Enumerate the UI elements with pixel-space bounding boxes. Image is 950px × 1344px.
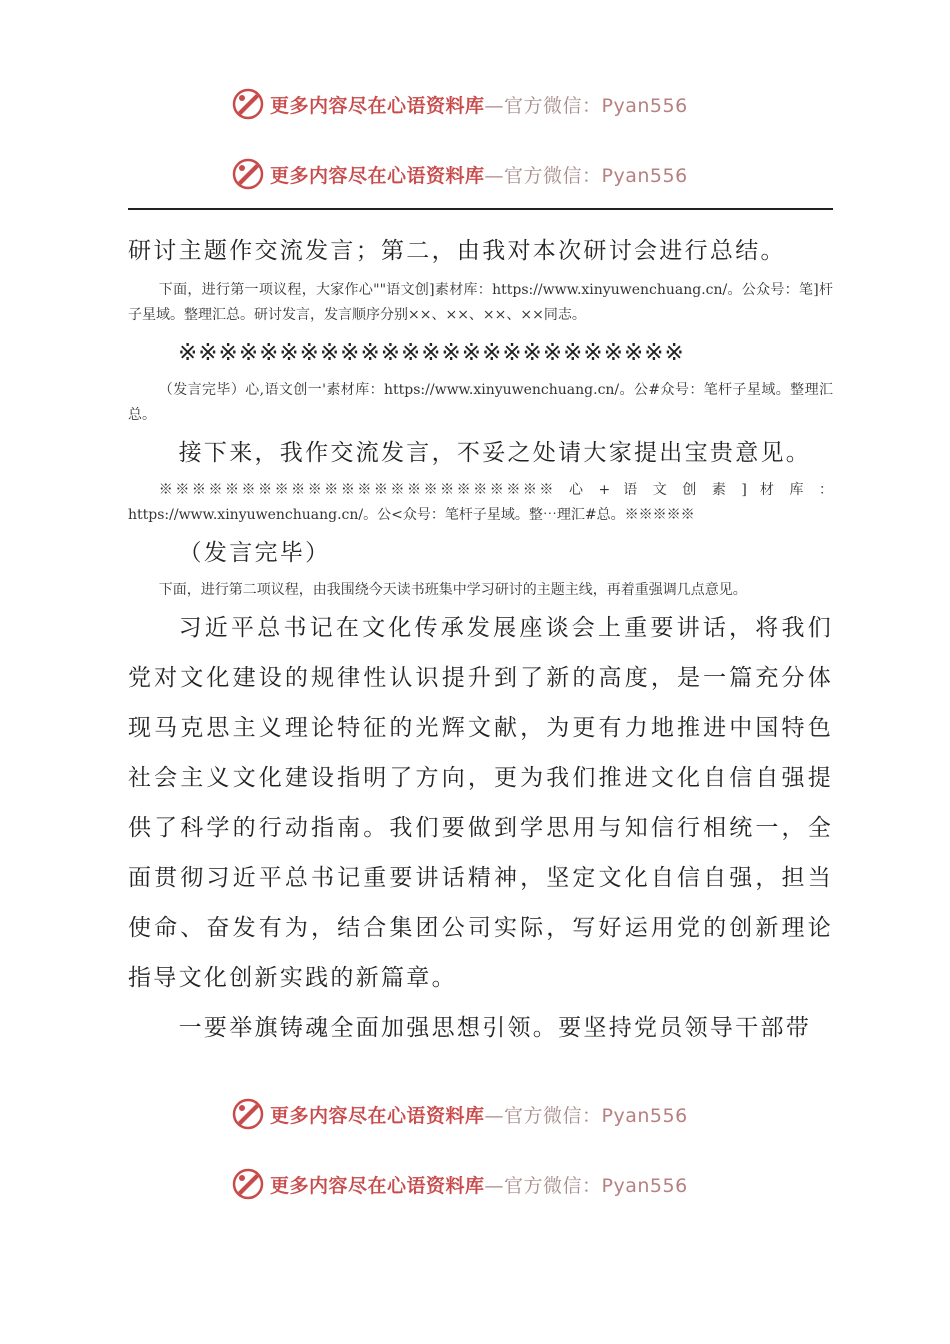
banner-text — [270, 91, 688, 118]
banner-wechat-id: Pyan556 — [601, 1174, 688, 1197]
small-note: （发言完毕）心,语文创一'素材库：https://www.xinyuwenchuang.cn/。公#众号：笔杆子星域。整理汇总。 — [128, 382, 833, 423]
document-body — [128, 226, 833, 1053]
logo-icon — [230, 1096, 266, 1132]
small-note: 下面，进行第一项议程，大家作心""语文创]素材库：https://www.xinyuwenchuang.cn/。公众号：笔]杆子星域。整理汇总。研讨发言，发言顺序分别××、××、××、××同志。 — [128, 282, 833, 323]
banner-text — [270, 1171, 688, 1198]
banner-text — [270, 161, 688, 188]
body-paragraph: 习近平总书记在文化传承发展座谈会上重要讲话，将我们党对文化建设的规律性认识提升到了新的高度，是一篇充分体现马克思主义理论特征的光辉文献，为更有力地推进中国特色社会主义文化建设指明了方向，更为我们推进文化自信自强提供了科学的行动指南。我们要做到学思用与知信行相统一，全面贯彻习近平总书记重要讲话精神，坚定文化自信自强，担当使命、奋发有为，结合集团公司实际，写好运用党的创新理论指导文化创新实践的新篇章。 — [128, 615, 833, 991]
banner-text — [270, 1101, 688, 1128]
small-note: 下面，进行第二项议程，由我围绕今天读书班集中学习研讨的主题主线，再着重强调几点意见。 — [158, 582, 747, 598]
body-line: （发言完毕） — [178, 540, 331, 566]
banner-wechat-label: —官方微信： — [484, 164, 602, 187]
banner-wechat-label: —官方微信： — [484, 94, 602, 117]
banner-wechat-label: —官方微信： — [484, 1174, 602, 1197]
banner-title: 更多内容尽在心语资料库 — [270, 1174, 485, 1197]
logo-icon — [230, 1166, 266, 1202]
logo-icon — [230, 156, 266, 192]
separator-stars: ※※※※※※※※※※※※※※※※※※※※※※※※※ — [178, 340, 685, 366]
banner-wechat-id: Pyan556 — [601, 164, 688, 187]
banner-wechat-id: Pyan556 — [601, 94, 688, 117]
body-line: 研讨主题作交流发言；第二，由我对本次研讨会进行总结。 — [128, 238, 786, 264]
logo-icon — [230, 86, 266, 122]
header-divider — [128, 208, 833, 210]
watermark-banner — [230, 154, 688, 194]
watermark-banner — [230, 1094, 688, 1134]
body-paragraph: 一要举旗铸魂全面加强思想引领。要坚持党员领导干部带 — [178, 1015, 812, 1041]
banner-wechat-label: —官方微信： — [484, 1104, 602, 1127]
watermark-banner — [230, 84, 688, 124]
banner-title: 更多内容尽在心语资料库 — [270, 164, 485, 187]
banner-title: 更多内容尽在心语资料库 — [270, 94, 485, 117]
banner-wechat-id: Pyan556 — [601, 1104, 688, 1127]
body-line: 接下来，我作交流发言，不妥之处请大家提出宝贵意见。 — [178, 440, 812, 466]
watermark-banner — [230, 1164, 688, 1204]
banner-title: 更多内容尽在心语资料库 — [270, 1104, 485, 1127]
small-note: ※※※※※※※※※※※※※※※※※※※※※※※※ 心 + 语 文 创 素 ] 材 库 ： https://www.xinyuwenchuang.cn/。公<众号：笔杆子星域。整⋯理汇#总。※※※※※ — [128, 482, 833, 523]
